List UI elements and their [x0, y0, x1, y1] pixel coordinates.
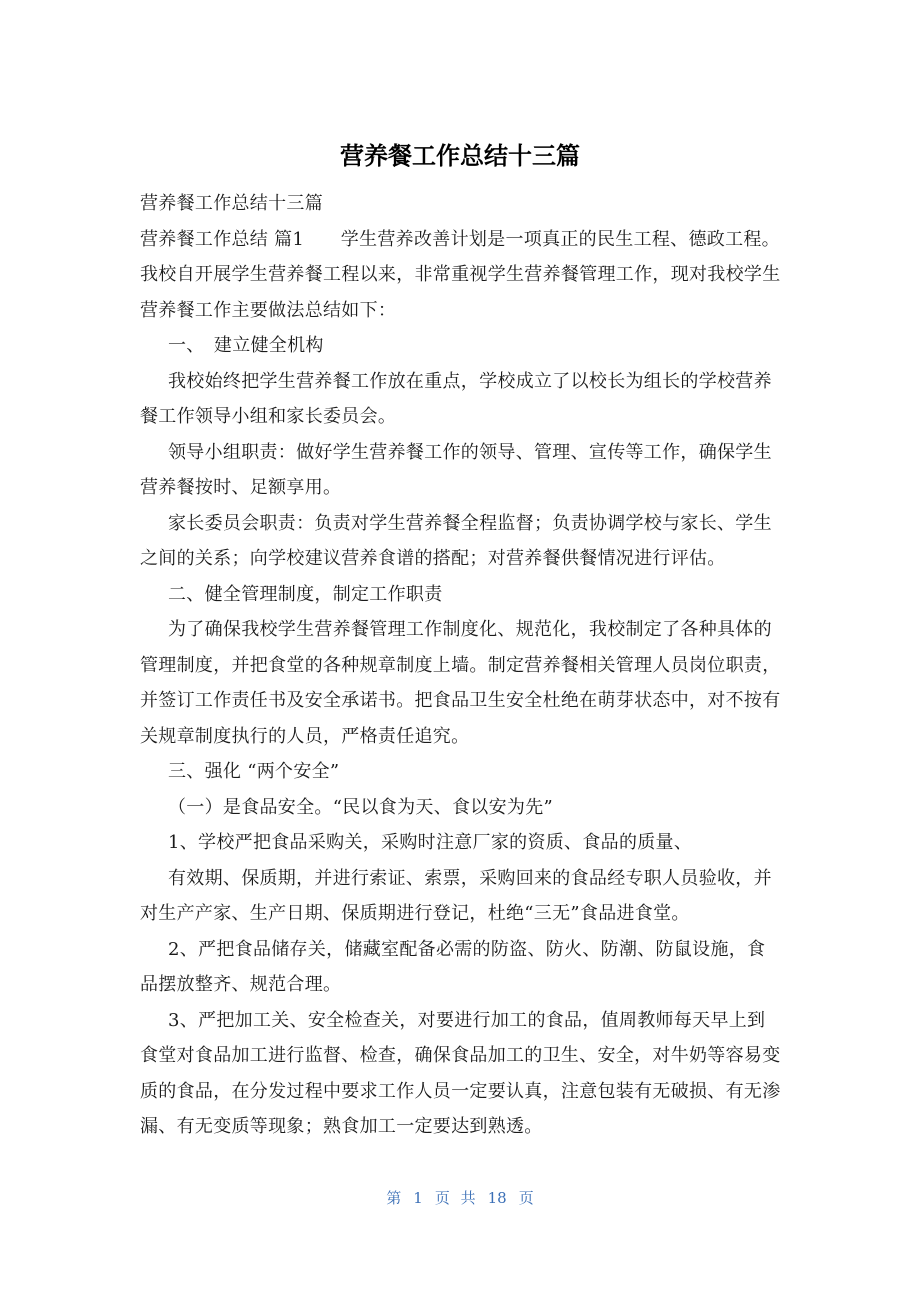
paragraph: 有效期、保质期，并进行索证、索票，采购回来的食品经专职人员验收，并对生产产家、生产日期、保质期进行登记，杜绝“三无”食品进食堂。	[140, 867, 772, 924]
footer-total-pages: 18	[487, 1189, 507, 1207]
document-subtitle: 营养餐工作总结十三篇	[140, 193, 323, 214]
paragraph: 领导小组职责：做好学生营养餐工作的领导、管理、宣传等工作，确保学生营养餐按时、足额享用。	[140, 441, 772, 498]
sub-heading: （一）是食品安全。“民以食为天、食以安为先”	[168, 796, 554, 818]
document-body	[140, 186, 782, 1145]
paragraph: 我校始终把学生营养餐工作放在重点，学校成立了以校长为组长的学校营养餐工作领导小组和家长委员会。	[140, 370, 772, 427]
list-item: 1、学校严把食品采购关，采购时注意厂家的资质、食品的质量、	[168, 832, 693, 853]
paragraph: 为了确保我校学生营养餐管理工作制度化、规范化，我校制定了各种具体的管理制度，并把食堂的各种规章制度上墙。制定营养餐相关管理人员岗位职责，并签订工作责任书及安全承诺书。把食品卫生安全杜绝在萌芽状态中，对不按有关规章制度执行的人员，严格责任追究。	[140, 619, 781, 747]
footer-current-page: 1	[413, 1189, 423, 1207]
footer-label-page: 第	[386, 1189, 402, 1207]
section-heading-3: 三、强化 “两个安全”	[168, 761, 340, 782]
paragraph: 家长委员会职责：负责对学生营养餐全程监督；负责协调学校与家长、学生之间的关系；向学校建议营养食谱的搭配；对营养餐供餐情况进行评估。	[140, 512, 772, 569]
page-footer	[0, 1186, 920, 1210]
document-title: 营养餐工作总结十三篇	[340, 142, 580, 170]
section-heading-1: 一、 建立健全机构	[168, 335, 324, 356]
section-heading-2: 二、健全管理制度，制定工作职责	[168, 583, 443, 605]
footer-label-pages: 页	[518, 1189, 534, 1207]
list-item: 2、严把食品储存关，储藏室配备必需的防盗、防火、防潮、防鼠设施，食品摆放整齐、规范合理。	[140, 938, 766, 995]
footer-label-of: 页 共	[434, 1189, 476, 1207]
paragraph-intro: 营养餐工作总结 篇1 学生营养改善计划是一项真正的民生工程、德政工程。我校自开展学生营养餐工程以来，非常重视学生营养餐管理工作，现对我校学生营养餐工作主要做法总结如下：	[140, 228, 781, 321]
list-item: 3、严把加工关、安全检查关，对要进行加工的食品，值周教师每天早上到食堂对食品加工进行监督、检查，确保食品加工的卫生、安全，对牛奶等容易变质的食品，在分发过程中要求工作人员一定要认真，注意包装有无破损、有无渗漏、有无变质等现象；熟食加工一定要达到熟透。	[140, 1009, 781, 1137]
